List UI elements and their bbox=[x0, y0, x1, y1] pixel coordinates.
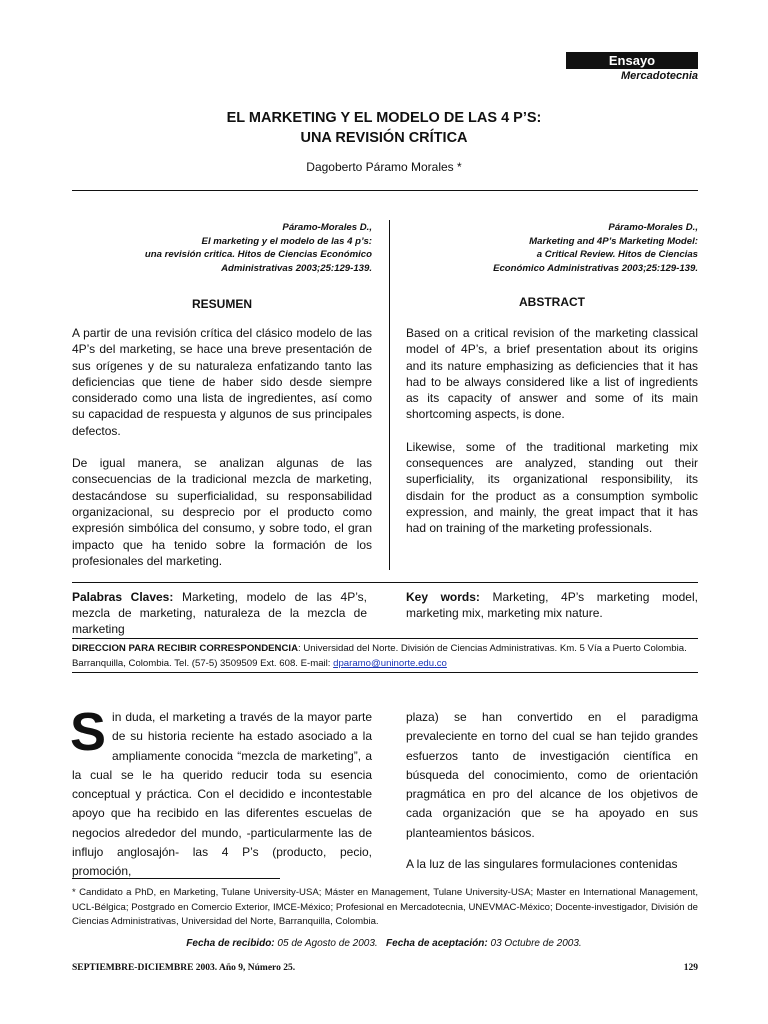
body-column-2-paragraph-1: plaza) se han convertido en el paradigma prevaleciente en torno del cual se han tejido grandes esfuerzos tanto de investigación científica en búsqueda del conocimiento, como de orientación pragmática en pro del alcance de los objetivos de cada organización que se ha apoyado en sus planteamientos básicos. bbox=[406, 710, 698, 840]
section-tag: Ensayo bbox=[566, 52, 698, 69]
citation-english bbox=[400, 221, 698, 275]
body-column-2-paragraph-2: A la luz de las singulares formulaciones contenidas bbox=[406, 857, 678, 872]
article-title bbox=[0, 108, 768, 148]
cite-en-source: Económico Administrativas 2003;25:129-139. bbox=[493, 262, 698, 274]
submission-dates bbox=[0, 938, 768, 949]
keywords-en-text: Marketing, 4P’s marketing model, marketing mix, marketing mix nature. bbox=[406, 590, 698, 620]
abstract-heading: ABSTRACT bbox=[519, 295, 585, 309]
article-author: Dagoberto Páramo Morales * bbox=[306, 160, 462, 174]
accepted-date: 03 Octubre de 2003. bbox=[487, 938, 582, 949]
footnote: * Candidato a PhD, en Marketing, Tulane University-USA; Máster en Management, Tulane University-USA; Master en International Management, UCL-Bélgica; Postgrado en Comercio Exterior, IMCE-México; Profesional en Mercadotecnia, UNEVMAC-México; Docente-investigador, División de Ciencias Administrativas, Universidad del Norte, Barranquilla, Colombia. bbox=[72, 887, 698, 927]
body-divider bbox=[72, 672, 698, 673]
title-divider bbox=[72, 190, 698, 191]
keywords-es-text: Marketing, modelo de las 4P’s, mezcla de marketing, naturaleza de la mezcla de marketing bbox=[72, 590, 368, 636]
cite-es-subtitle: una revisión critica. Hitos de Ciencias Económico bbox=[144, 249, 372, 260]
cite-es-source: Administrativas 2003;25:129-139. bbox=[221, 262, 372, 274]
resumen-paragraph-1: A partir de una revisión crítica del clásico modelo de las 4P’s del marketing, se hace una breve presentación de sus orígenes y de su naturaleza enfatizando tanto las deficiencias que tiene de haber sido desde siempre considerado como una lista de ingredientes, así como su capacidad de respuesta y algunos de sus principales defectos. bbox=[72, 326, 372, 438]
resumen-block bbox=[72, 325, 372, 569]
keywords-es-label: Palabras Claves: bbox=[72, 590, 174, 604]
abstract-block bbox=[406, 325, 698, 537]
keywords-en-label: Key words: bbox=[406, 590, 480, 604]
keywords-spanish bbox=[72, 589, 367, 637]
title-line-1: EL MARKETING Y EL MODELO DE LAS 4 P’S: bbox=[226, 110, 542, 126]
abstract-paragraph-2: Likewise, some of the traditional marketing mix consequences are analyzed, standing out their superficiality, its organizational responsibility, its disdain for the product as a consumption symbolic expression, and mainly, the great impact that it has had on training of the marketing professionals. bbox=[406, 439, 698, 536]
drop-cap: S bbox=[70, 702, 107, 762]
correspondence-text: : Universidad del Norte. División de Ciencias Administrativas. Km. 5 Vía a Puerto Colombia. Barranquilla, Colombia. Tel. (57-5) 3509509 Ext. 608. E-mail: bbox=[72, 643, 687, 669]
page-number: 129 bbox=[683, 963, 698, 973]
correspondence bbox=[72, 641, 698, 671]
section-subtitle: Mercadotecnia bbox=[620, 70, 698, 82]
footnote-rule bbox=[72, 878, 280, 879]
body-column-1-text: in duda, el marketing a través de la mayor parte de su historia reciente ha estado asociado a la ampliamente conocida “mezcla de marketing”, a la cual se le ha querido reducir toda su esencia conceptual y práctica. Con el decidido e incontestable apoyo que ha recibido en las diferentes escuelas de negocios alrededor del mundo, -particularmente las de influjo anglosajón- las 4 P’s (producto, pecio, promoción, bbox=[72, 710, 372, 879]
resumen-heading: RESUMEN bbox=[191, 297, 252, 311]
cite-en-author: Páramo-Morales D., bbox=[608, 222, 698, 233]
received-date: 05 de Agosto de 2003. bbox=[274, 938, 378, 949]
accepted-label: Fecha de aceptación: bbox=[386, 938, 488, 949]
title-line-2: UNA REVISIÓN CRÍTICA bbox=[300, 130, 468, 146]
journal-issue: SEPTIEMBRE-DICIEMBRE 2003. Año 9, Número 25. bbox=[72, 963, 296, 973]
citation-spanish bbox=[72, 221, 372, 275]
cite-es-author: Páramo-Morales D., bbox=[282, 222, 372, 233]
received-label: Fecha de recibido: bbox=[186, 938, 275, 949]
body-column-1 bbox=[70, 702, 372, 882]
cite-en-title: Marketing and 4P’s Marketing Model: bbox=[529, 235, 698, 247]
abstract-paragraph-1: Based on a critical revision of the marketing classical model of 4P’s, a brief presentation about its origins and its nature emphasizing as deficiencies that it has had to be always considered like a list of ingredients as its capacity of answer and some of its main shortcoming aspects, is done. bbox=[406, 326, 698, 422]
cite-en-subtitle: a Critical Review. Hitos de Ciencias bbox=[536, 249, 698, 260]
keywords-divider bbox=[72, 582, 698, 583]
body-column-2 bbox=[406, 708, 698, 874]
keywords-english bbox=[406, 589, 698, 621]
correspondence-label: DIRECCION PARA RECIBIR CORRESPONDENCIA bbox=[72, 643, 299, 654]
column-divider bbox=[389, 220, 390, 570]
resumen-paragraph-2: De igual manera, se analizan algunas de las consecuencias de la tradicional mezcla de marketing, destacándose su superficialidad, su responsabilidad organizacional, su desprecio por el producto como expresión simbólica del consumo, y sobre todo, el gran impacto que ha tenido sobre la formación de los profesionales del marketing. bbox=[72, 456, 372, 568]
email-link[interactable]: dparamo@uninorte.edu.co bbox=[333, 658, 447, 669]
correspondence-divider bbox=[72, 638, 698, 639]
cite-es-title: El marketing y el modelo de las 4 p’s: bbox=[201, 235, 372, 247]
